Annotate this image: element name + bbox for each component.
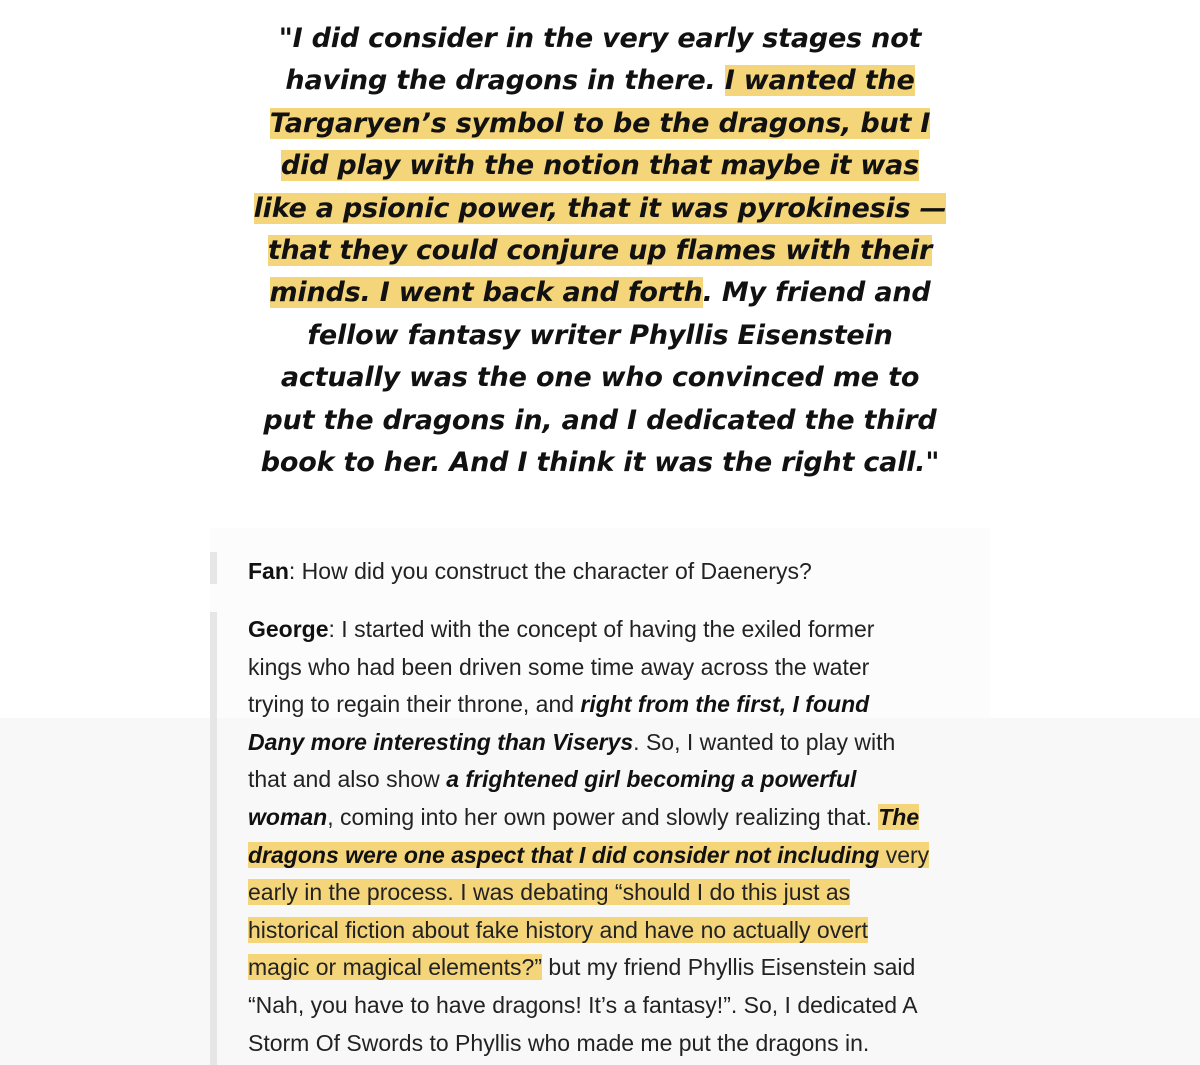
quote-line: [240, 400, 960, 442]
quote-text: put the dragons in, and I dedicated the third: [263, 404, 937, 436]
blockquote-bar: [210, 612, 217, 1065]
quote-line: [240, 60, 960, 102]
quote-line: [240, 18, 960, 60]
quote-line: [240, 103, 960, 145]
answer-text: “Nah, you have to have dragons! It’s a fantasy!”. So, I dedicated A: [248, 991, 918, 1018]
fan-question-text: : How did you construct the character of Daenerys?: [288, 558, 812, 584]
answer-text: , coming into her own power and slowly realizing that.: [327, 803, 879, 830]
answer-line: [248, 837, 1008, 875]
answer-highlight: very: [879, 841, 930, 868]
answer-highlight: historical fiction about fake history and have no actually overt: [248, 916, 869, 943]
answer-line: [248, 686, 1008, 724]
pull-quote: [240, 18, 960, 484]
quote-text: "I did consider in the very early stages not: [278, 23, 922, 54]
answer-highlight: early in the process. I was debating “should I do this just as: [248, 879, 851, 906]
quote-highlight: like a psionic power, that it was pyrokinesis —: [253, 192, 947, 224]
answer-highlight: magic or magical elements?”: [248, 954, 543, 981]
answer-text: trying to regain their throne, and: [248, 691, 581, 718]
george-answer: [248, 611, 1008, 1062]
fan-speaker-label: Fan: [248, 558, 289, 584]
answer-line: [248, 761, 1008, 799]
quote-line: [240, 272, 960, 314]
answer-line: [248, 1025, 1008, 1063]
fan-question: [248, 553, 812, 591]
quote-line: [240, 188, 960, 230]
answer-highlight: The: [878, 803, 920, 830]
quote-text: having the dragons in there.: [285, 65, 725, 97]
quote-line: [240, 145, 960, 187]
quote-highlight: I wanted the: [724, 65, 915, 97]
answer-line: [248, 949, 1008, 987]
quote-highlight: minds. I went back and forth: [269, 277, 703, 309]
answer-line: [248, 649, 1008, 687]
quote-highlight: that they could conjure up flames with their: [267, 235, 933, 267]
answer-emphasis: woman: [248, 803, 328, 830]
answer-emphasis: right from the first, I found: [580, 691, 870, 718]
answer-text: . So, I wanted to play with: [633, 728, 896, 755]
answer-highlight: dragons were one aspect that I did consider not including: [248, 841, 880, 868]
answer-text: that and also show: [248, 766, 447, 793]
answer-text: Storm Of Swords to Phyllis who made me put the dragons in.: [248, 1029, 870, 1056]
quote-highlight: did play with the notion that maybe it was: [280, 150, 920, 182]
answer-text: kings who had been driven some time away across the water: [248, 653, 870, 680]
quote-line: [240, 230, 960, 272]
answer-emphasis: a frightened girl becoming a powerful: [446, 766, 857, 793]
answer-text: : I started with the concept of having the exiled former: [328, 616, 875, 642]
quote-highlight: Targaryen’s symbol to be the dragons, but I: [269, 107, 931, 139]
answer-line: [248, 987, 1008, 1025]
george-speaker-label: George: [248, 616, 329, 642]
answer-emphasis: Dany more interesting than Viserys: [248, 728, 634, 755]
answer-line: [248, 874, 1008, 912]
answer-line: [248, 724, 1008, 762]
blockquote-bar: [210, 552, 217, 584]
quote-text: actually was the one who convinced me to: [280, 362, 920, 394]
quote-text: . My friend and: [702, 277, 931, 309]
quote-line: [240, 442, 960, 484]
answer-line: [248, 799, 1008, 837]
quote-line: [240, 315, 960, 357]
answer-text: but my friend Phyllis Eisenstein said: [542, 954, 916, 981]
answer-line: [248, 912, 1008, 950]
quote-text: book to her. And I think it was the right call.": [260, 447, 940, 479]
answer-line: [248, 611, 1008, 649]
quote-line: [240, 357, 960, 399]
quote-text: fellow fantasy writer Phyllis Eisenstein: [307, 319, 893, 351]
